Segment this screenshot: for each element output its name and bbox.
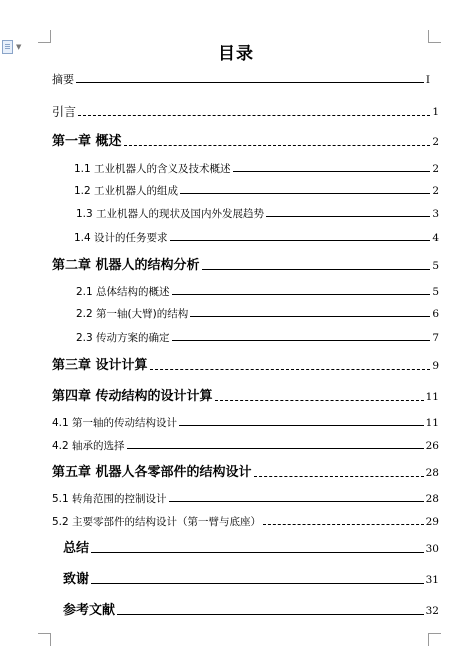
toc-page-number: 6 xyxy=(432,308,439,320)
toc-entry-label: 参考文献 xyxy=(63,603,116,618)
toc-entry-section-4-2[interactable] xyxy=(52,439,439,453)
toc-entry-section-5-1[interactable] xyxy=(52,492,439,506)
toc-page-number: 5 xyxy=(432,286,439,298)
toc-page-number: 2 xyxy=(432,185,439,197)
toc-leader xyxy=(172,340,431,341)
toc-leader xyxy=(76,82,424,83)
toc-entry-label: 摘要 xyxy=(52,73,74,86)
toc-entry-label: 1.3 工业机器人的现状及国内外发展趋势 xyxy=(76,208,265,220)
toc-leader xyxy=(170,240,431,241)
toc-entry-section-2-3[interactable] xyxy=(76,331,439,345)
toc-entry-section-1-1[interactable] xyxy=(74,162,439,176)
toc-page-number: 28 xyxy=(425,493,439,505)
toc-page-number: 9 xyxy=(432,360,439,372)
crop-mark-bottom-right xyxy=(428,633,441,646)
toc-entry-label: 5.2 主要零部件的结构设计（第一臂与底座） xyxy=(52,516,262,528)
toc-entry-label: 1.1 工业机器人的含义及技术概述 xyxy=(74,163,231,175)
toc-leader xyxy=(91,552,424,553)
toc-entry-label: 1.2 工业机器人的组成 xyxy=(74,185,179,197)
toc-entry-introduction[interactable] xyxy=(52,104,439,120)
toc-entry-label: 2.2 第一轴(大臂)的结构 xyxy=(76,308,189,320)
toc-entry-label: 第一章 概述 xyxy=(52,134,122,149)
toc-leader xyxy=(254,476,424,477)
toc-entry-label: 引言 xyxy=(52,105,77,119)
toc-entry-section-5-2[interactable] xyxy=(52,515,439,529)
toc-page-number: 1 xyxy=(432,106,439,118)
toc-entry-summary[interactable] xyxy=(63,541,439,557)
toc-entry-section-1-2[interactable] xyxy=(74,184,439,198)
toc-page-number: 11 xyxy=(425,391,439,403)
toc-entry-section-2-1[interactable] xyxy=(76,285,439,299)
toc-leader xyxy=(78,115,430,116)
toc-leader xyxy=(172,294,431,295)
toc-entry-label: 总结 xyxy=(63,541,90,556)
toc-entry-label: 致谢 xyxy=(63,572,90,587)
crop-mark-bottom-left xyxy=(38,633,51,646)
toc-entry-chapter-5[interactable] xyxy=(52,465,439,481)
toc-page-number: 26 xyxy=(425,440,439,452)
toc-entry-label: 4.2 轴承的选择 xyxy=(52,440,125,452)
toc-page-number: 31 xyxy=(425,574,439,586)
toc-page-number: 30 xyxy=(425,543,439,555)
toc-entry-label: 2.1 总体结构的概述 xyxy=(76,286,170,298)
toc-entry-label: 第二章 机器人的结构分析 xyxy=(52,258,200,273)
document-options-icon[interactable]: ▼ xyxy=(2,40,22,56)
toc-leader xyxy=(127,448,424,449)
toc-entry-section-4-1[interactable] xyxy=(52,416,439,430)
toc-entry-section-2-2[interactable] xyxy=(76,307,439,321)
toc-leader xyxy=(150,369,431,370)
toc-leader xyxy=(179,425,424,426)
toc-page-number: 11 xyxy=(425,417,439,429)
toc-page-number: 32 xyxy=(425,605,439,617)
toc-entry-abstract[interactable] xyxy=(52,73,430,87)
toc-leader xyxy=(91,583,424,584)
toc-entry-chapter-2[interactable] xyxy=(52,258,439,274)
toc-entry-chapter-4[interactable] xyxy=(52,389,439,405)
toc-leader xyxy=(180,193,430,194)
toc-entry-acknowledgements[interactable] xyxy=(63,572,439,588)
toc-entry-label: 第五章 机器人各零部件的结构设计 xyxy=(52,465,252,480)
toc-leader xyxy=(124,145,431,146)
toc-leader xyxy=(202,269,431,270)
toc-entry-section-1-4[interactable] xyxy=(74,231,439,245)
toc-page-number: I xyxy=(425,74,430,86)
toc-entry-label: 5.1 转角范围的控制设计 xyxy=(52,493,167,505)
toc-leader xyxy=(263,524,424,525)
toc-page-number: 4 xyxy=(432,232,439,244)
toc-entry-label: 2.3 传动方案的确定 xyxy=(76,332,170,344)
toc-title: 目录 xyxy=(218,44,254,64)
toc-leader xyxy=(169,501,424,502)
toc-leader xyxy=(215,400,424,401)
toc-page-number: 29 xyxy=(425,516,439,528)
toc-leader xyxy=(233,171,431,172)
toc-entry-section-1-3[interactable] xyxy=(76,207,439,221)
toc-entry-label: 第三章 设计计算 xyxy=(52,358,148,373)
toc-page-number: 7 xyxy=(432,332,439,344)
toc-page-number: 3 xyxy=(432,208,439,220)
toc-page-number: 28 xyxy=(425,467,439,479)
toc-leader xyxy=(190,316,430,317)
toc-leader xyxy=(266,216,430,217)
toc-entry-label: 1.4 设计的任务要求 xyxy=(74,232,168,244)
toc-page-number: 2 xyxy=(432,136,439,148)
toc-entry-label: 第四章 传动结构的设计计算 xyxy=(52,389,213,404)
toc-entry-label: 4.1 第一轴的传动结构设计 xyxy=(52,417,178,429)
toc-entry-chapter-3[interactable] xyxy=(52,358,439,374)
toc-page-number: 5 xyxy=(432,260,439,272)
toc-entry-chapter-1[interactable] xyxy=(52,134,439,150)
toc-entry-references[interactable] xyxy=(63,603,439,619)
toc-leader xyxy=(117,614,424,615)
toc-page-number: 2 xyxy=(432,163,439,175)
